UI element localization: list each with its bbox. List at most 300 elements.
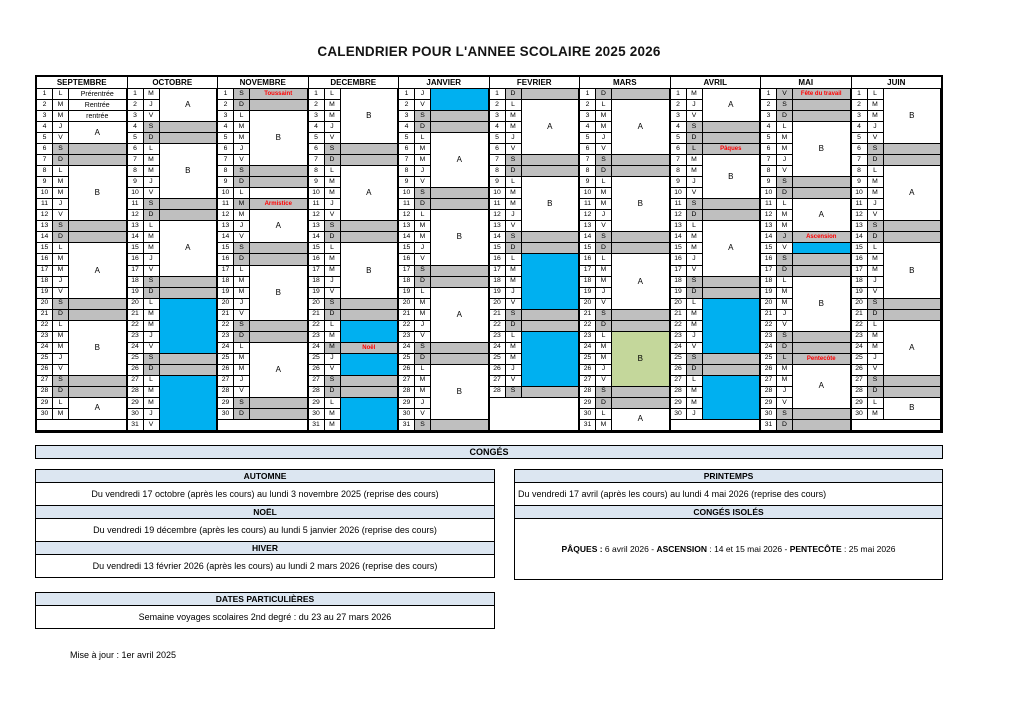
day-letter: M <box>868 332 884 343</box>
day-letter: V <box>144 343 160 354</box>
autumn-header: AUTOMNE <box>35 469 495 483</box>
note-empty <box>703 122 761 133</box>
month-column-mai <box>761 77 852 431</box>
day-number: 30 <box>580 409 596 420</box>
day-letter: V <box>596 144 612 155</box>
note-empty <box>612 321 670 332</box>
day-number: 3 <box>218 111 234 122</box>
day-number: 10 <box>218 188 234 199</box>
day-letter: S <box>325 299 341 310</box>
day-letter: J <box>687 254 703 265</box>
day-number: 21 <box>852 310 868 321</box>
note-empty <box>612 89 670 100</box>
day-number: 30 <box>671 409 687 420</box>
day-letter: S <box>53 299 69 310</box>
day-number: 9 <box>37 177 53 188</box>
day-letter: M <box>144 310 160 321</box>
day-letter: D <box>596 243 612 254</box>
day-letter: M <box>506 354 522 365</box>
day-letter: M <box>687 387 703 398</box>
day-number: 16 <box>580 254 596 265</box>
day-letter: V <box>868 210 884 221</box>
day-letter: L <box>868 166 884 177</box>
day-letter: L <box>234 188 250 199</box>
note-text: Prérentrée <box>69 89 127 100</box>
month-name: DECEMBRE <box>309 77 399 89</box>
note-text: Rentrée <box>69 100 127 111</box>
day-letter: L <box>868 321 884 332</box>
day-number: 12 <box>761 210 777 221</box>
month-name: NOVEMBRE <box>218 77 308 89</box>
week-letter-label: A <box>703 89 761 122</box>
day-number: 27 <box>490 376 506 387</box>
day-letter: L <box>868 398 884 409</box>
note-empty <box>431 111 489 122</box>
day-number: 24 <box>671 343 687 354</box>
day-letter: L <box>506 177 522 188</box>
day-letter: V <box>506 376 522 387</box>
note-empty <box>69 299 127 310</box>
day-number: 3 <box>399 111 415 122</box>
day-number: 8 <box>37 166 53 177</box>
day-number: 1 <box>580 89 596 100</box>
week-letter-label: B <box>884 89 942 144</box>
week-letter-label: A <box>69 398 127 420</box>
day-number: 25 <box>852 354 868 365</box>
day-number: 18 <box>37 277 53 288</box>
day-number: 11 <box>309 199 325 210</box>
day-letter: S <box>687 122 703 133</box>
day-letter: M <box>868 343 884 354</box>
note-empty <box>250 166 308 177</box>
day-letter: V <box>777 398 793 409</box>
note-empty <box>884 232 942 243</box>
day-letter: V <box>325 210 341 221</box>
week-letter-label: B <box>341 89 399 144</box>
note-empty <box>250 398 308 409</box>
note-empty <box>522 155 580 166</box>
day-number: 27 <box>671 376 687 387</box>
day-letter: L <box>415 288 431 299</box>
day-letter: J <box>53 277 69 288</box>
day-letter: D <box>234 332 250 343</box>
day-number: 25 <box>128 354 144 365</box>
month-column-mars <box>580 77 671 431</box>
note-empty <box>250 254 308 265</box>
day-letter: V <box>53 365 69 376</box>
noel-dates: Du vendredi 19 décembre (après les cours) au lundi 5 janvier 2026 (reprise des cours) <box>35 518 495 542</box>
day-number: 31 <box>309 420 325 431</box>
day-number: 8 <box>580 166 596 177</box>
day-letter: M <box>868 409 884 420</box>
day-number: 14 <box>490 232 506 243</box>
week-letter-label: B <box>69 321 127 376</box>
day-number: 7 <box>490 155 506 166</box>
day-letter: D <box>868 155 884 166</box>
week-letter-label: A <box>69 243 127 298</box>
note-empty <box>793 188 851 199</box>
day-number: 4 <box>671 122 687 133</box>
day-letter: V <box>506 299 522 310</box>
note-empty <box>522 321 580 332</box>
day-number: 11 <box>671 199 687 210</box>
week-letter-label: A <box>341 166 399 221</box>
day-number: 28 <box>490 387 506 398</box>
day-letter: V <box>144 266 160 277</box>
day-letter: M <box>687 166 703 177</box>
day-number: 26 <box>490 365 506 376</box>
day-number: 11 <box>580 199 596 210</box>
month-grid <box>309 89 399 431</box>
day-letter: D <box>777 420 793 431</box>
day-number: 19 <box>37 288 53 299</box>
week-letter-label: B <box>160 144 218 199</box>
day-letter: V <box>596 221 612 232</box>
day-letter: V <box>868 288 884 299</box>
day-letter: D <box>687 133 703 144</box>
day-number: 18 <box>580 277 596 288</box>
printemps-header: PRINTEMPS <box>514 469 943 483</box>
day-number: 26 <box>761 365 777 376</box>
day-number: 18 <box>852 277 868 288</box>
day-number: 8 <box>399 166 415 177</box>
day-number: 7 <box>671 155 687 166</box>
day-letter: M <box>53 266 69 277</box>
isolated-holiday-date: : 25 mai 2026 <box>841 544 896 554</box>
day-letter: M <box>325 254 341 265</box>
day-letter: L <box>596 254 612 265</box>
day-number: 12 <box>399 210 415 221</box>
day-letter: M <box>53 100 69 111</box>
day-letter: L <box>325 321 341 332</box>
day-letter: L <box>234 266 250 277</box>
day-number: 7 <box>218 155 234 166</box>
day-letter: V <box>777 89 793 100</box>
note-empty <box>341 376 399 387</box>
note-empty <box>160 199 218 210</box>
day-letter: S <box>234 398 250 409</box>
day-letter: J <box>144 100 160 111</box>
day-letter: D <box>415 354 431 365</box>
month-grid <box>852 89 942 431</box>
day-letter: M <box>325 343 341 354</box>
day-letter: L <box>234 343 250 354</box>
day-letter: D <box>53 310 69 321</box>
day-number: 20 <box>761 299 777 310</box>
holiday-label: Fête du travail <box>793 89 851 100</box>
day-letter: V <box>687 111 703 122</box>
day-letter: J <box>234 144 250 155</box>
noel-header: NOËL <box>35 505 495 519</box>
day-number: 8 <box>309 166 325 177</box>
day-letter: V <box>234 387 250 398</box>
day-number: 22 <box>399 321 415 332</box>
day-number: 15 <box>490 243 506 254</box>
day-number: 10 <box>671 188 687 199</box>
day-number: 7 <box>761 155 777 166</box>
day-number: 4 <box>218 122 234 133</box>
day-number: 2 <box>399 100 415 111</box>
day-number: 12 <box>490 210 506 221</box>
week-letter-label: B <box>431 210 489 265</box>
day-number: 1 <box>761 89 777 100</box>
isolated-holiday-name: PENTECÔTE <box>789 544 842 554</box>
day-number: 27 <box>37 376 53 387</box>
day-number: 21 <box>128 310 144 321</box>
day-number: 4 <box>128 122 144 133</box>
week-letter-label: B <box>431 365 489 420</box>
day-number: 28 <box>309 387 325 398</box>
week-letter-label: B <box>884 243 942 298</box>
day-number: 29 <box>128 398 144 409</box>
day-number: 21 <box>37 310 53 321</box>
note-empty <box>522 310 580 321</box>
day-letter: M <box>53 177 69 188</box>
day-letter: D <box>506 89 522 100</box>
conges-section-header: CONGÉS <box>35 445 943 459</box>
day-number: 4 <box>852 122 868 133</box>
day-number: 27 <box>580 376 596 387</box>
month-column-novembre <box>218 77 309 431</box>
day-number: 12 <box>671 210 687 221</box>
day-number: 8 <box>490 166 506 177</box>
day-letter: D <box>144 288 160 299</box>
day-letter: V <box>144 420 160 431</box>
day-number: 12 <box>37 210 53 221</box>
day-number: 25 <box>580 354 596 365</box>
week-letter-label: A <box>612 100 670 155</box>
note-empty <box>431 277 489 288</box>
day-number: 6 <box>218 144 234 155</box>
day-letter: S <box>53 221 69 232</box>
day-letter: M <box>777 299 793 310</box>
note-empty <box>884 221 942 232</box>
day-number: 15 <box>218 243 234 254</box>
vacation-block <box>341 321 399 343</box>
day-number: 14 <box>309 232 325 243</box>
day-letter: J <box>325 277 341 288</box>
day-number: 15 <box>671 243 687 254</box>
week-letter-label: A <box>160 89 218 122</box>
day-number: 5 <box>218 133 234 144</box>
day-number: 14 <box>399 232 415 243</box>
day-letter: L <box>53 89 69 100</box>
note-empty <box>160 133 218 144</box>
day-letter: V <box>234 310 250 321</box>
day-letter: M <box>415 310 431 321</box>
day-number: 18 <box>490 277 506 288</box>
note-empty <box>612 310 670 321</box>
month-name: FEVRIER <box>490 77 580 89</box>
note-empty <box>160 365 218 376</box>
day-number: 1 <box>218 89 234 100</box>
note-empty <box>522 89 580 100</box>
day-letter: S <box>777 254 793 265</box>
day-letter: M <box>325 177 341 188</box>
day-letter: J <box>144 332 160 343</box>
week-letter-label: A <box>793 365 851 409</box>
day-number: 9 <box>761 177 777 188</box>
day-letter: V <box>687 266 703 277</box>
day-number: 2 <box>218 100 234 111</box>
day-number: 31 <box>128 420 144 431</box>
vacation-block <box>522 254 580 309</box>
day-number: 13 <box>580 221 596 232</box>
day-letter: M <box>144 155 160 166</box>
day-number: 23 <box>128 332 144 343</box>
day-letter: L <box>144 221 160 232</box>
day-letter: D <box>325 155 341 166</box>
note-empty <box>341 144 399 155</box>
day-letter: M <box>144 89 160 100</box>
day-letter: D <box>325 232 341 243</box>
day-letter: L <box>506 332 522 343</box>
day-number: 3 <box>309 111 325 122</box>
day-letter: D <box>687 288 703 299</box>
note-empty <box>69 155 127 166</box>
day-letter: M <box>415 155 431 166</box>
day-number: 15 <box>309 243 325 254</box>
day-letter: M <box>596 420 612 431</box>
week-letter-label: A <box>250 210 308 243</box>
day-number: 24 <box>490 343 506 354</box>
dates-particulieres-header: DATES PARTICULIÈRES <box>35 592 495 606</box>
day-letter: M <box>868 100 884 111</box>
day-letter: L <box>777 354 793 365</box>
day-number: 5 <box>128 133 144 144</box>
day-letter: M <box>687 243 703 254</box>
week-letter-label: A <box>703 221 761 276</box>
empty-days-filler <box>671 420 761 431</box>
day-number: 23 <box>671 332 687 343</box>
month-grid <box>399 89 489 431</box>
day-letter: D <box>325 310 341 321</box>
week-letter-label: A <box>69 122 127 144</box>
note-empty <box>250 188 308 199</box>
day-number: 1 <box>128 89 144 100</box>
day-letter: L <box>868 243 884 254</box>
day-number: 16 <box>852 254 868 265</box>
day-number: 17 <box>128 266 144 277</box>
day-number: 29 <box>399 398 415 409</box>
day-number: 21 <box>399 310 415 321</box>
day-number: 28 <box>671 387 687 398</box>
month-grid <box>128 89 218 431</box>
day-letter: D <box>234 177 250 188</box>
day-letter: L <box>506 254 522 265</box>
day-letter: M <box>506 199 522 210</box>
day-letter: S <box>325 221 341 232</box>
day-letter: J <box>234 376 250 387</box>
note-empty <box>793 100 851 111</box>
week-letter-label: B <box>703 155 761 199</box>
day-letter: L <box>596 177 612 188</box>
day-letter: M <box>234 277 250 288</box>
day-number: 31 <box>580 420 596 431</box>
day-letter: J <box>53 354 69 365</box>
day-letter: D <box>777 343 793 354</box>
vacation-block <box>703 299 761 354</box>
day-number: 14 <box>671 232 687 243</box>
day-number: 17 <box>761 266 777 277</box>
day-number: 13 <box>309 221 325 232</box>
day-number: 18 <box>218 277 234 288</box>
day-number: 20 <box>399 299 415 310</box>
day-number: 2 <box>761 100 777 111</box>
day-number: 26 <box>671 365 687 376</box>
day-letter: D <box>144 365 160 376</box>
note-empty <box>703 199 761 210</box>
day-letter: D <box>777 266 793 277</box>
day-letter: V <box>53 133 69 144</box>
day-letter: M <box>144 166 160 177</box>
day-letter: D <box>687 210 703 221</box>
day-letter: S <box>234 166 250 177</box>
day-number: 9 <box>128 177 144 188</box>
day-number: 27 <box>218 376 234 387</box>
day-number: 26 <box>852 365 868 376</box>
day-number: 22 <box>128 321 144 332</box>
day-number: 25 <box>671 354 687 365</box>
note-empty <box>703 277 761 288</box>
day-letter: J <box>144 177 160 188</box>
day-letter: M <box>325 332 341 343</box>
day-letter: J <box>53 199 69 210</box>
day-number: 23 <box>399 332 415 343</box>
day-number: 4 <box>580 122 596 133</box>
day-number: 7 <box>399 155 415 166</box>
day-number: 3 <box>761 111 777 122</box>
day-number: 19 <box>490 288 506 299</box>
day-number: 12 <box>128 210 144 221</box>
day-number: 20 <box>852 299 868 310</box>
day-number: 23 <box>309 332 325 343</box>
day-number: 15 <box>37 243 53 254</box>
day-letter: S <box>506 310 522 321</box>
day-letter: M <box>868 177 884 188</box>
calendar-table <box>35 75 943 433</box>
day-letter: L <box>506 100 522 111</box>
day-letter: D <box>53 232 69 243</box>
day-number: 2 <box>580 100 596 111</box>
day-letter: M <box>506 266 522 277</box>
month-name: MAI <box>761 77 851 89</box>
day-number: 23 <box>761 332 777 343</box>
day-number: 15 <box>761 243 777 254</box>
day-number: 18 <box>128 277 144 288</box>
day-number: 21 <box>218 310 234 321</box>
day-letter: V <box>687 188 703 199</box>
week-letter-label: B <box>884 398 942 420</box>
day-number: 13 <box>128 221 144 232</box>
day-number: 27 <box>852 376 868 387</box>
day-letter: V <box>415 332 431 343</box>
day-number: 29 <box>37 398 53 409</box>
day-letter: J <box>868 122 884 133</box>
day-letter: M <box>596 343 612 354</box>
note-empty <box>250 332 308 343</box>
note-empty <box>431 420 489 431</box>
day-number: 3 <box>580 111 596 122</box>
week-letter-label: A <box>250 343 308 398</box>
note-empty <box>69 221 127 232</box>
day-number: 8 <box>852 166 868 177</box>
note-empty <box>884 144 942 155</box>
day-number: 21 <box>761 310 777 321</box>
day-number: 23 <box>852 332 868 343</box>
day-letter: J <box>144 409 160 420</box>
day-letter: V <box>415 177 431 188</box>
